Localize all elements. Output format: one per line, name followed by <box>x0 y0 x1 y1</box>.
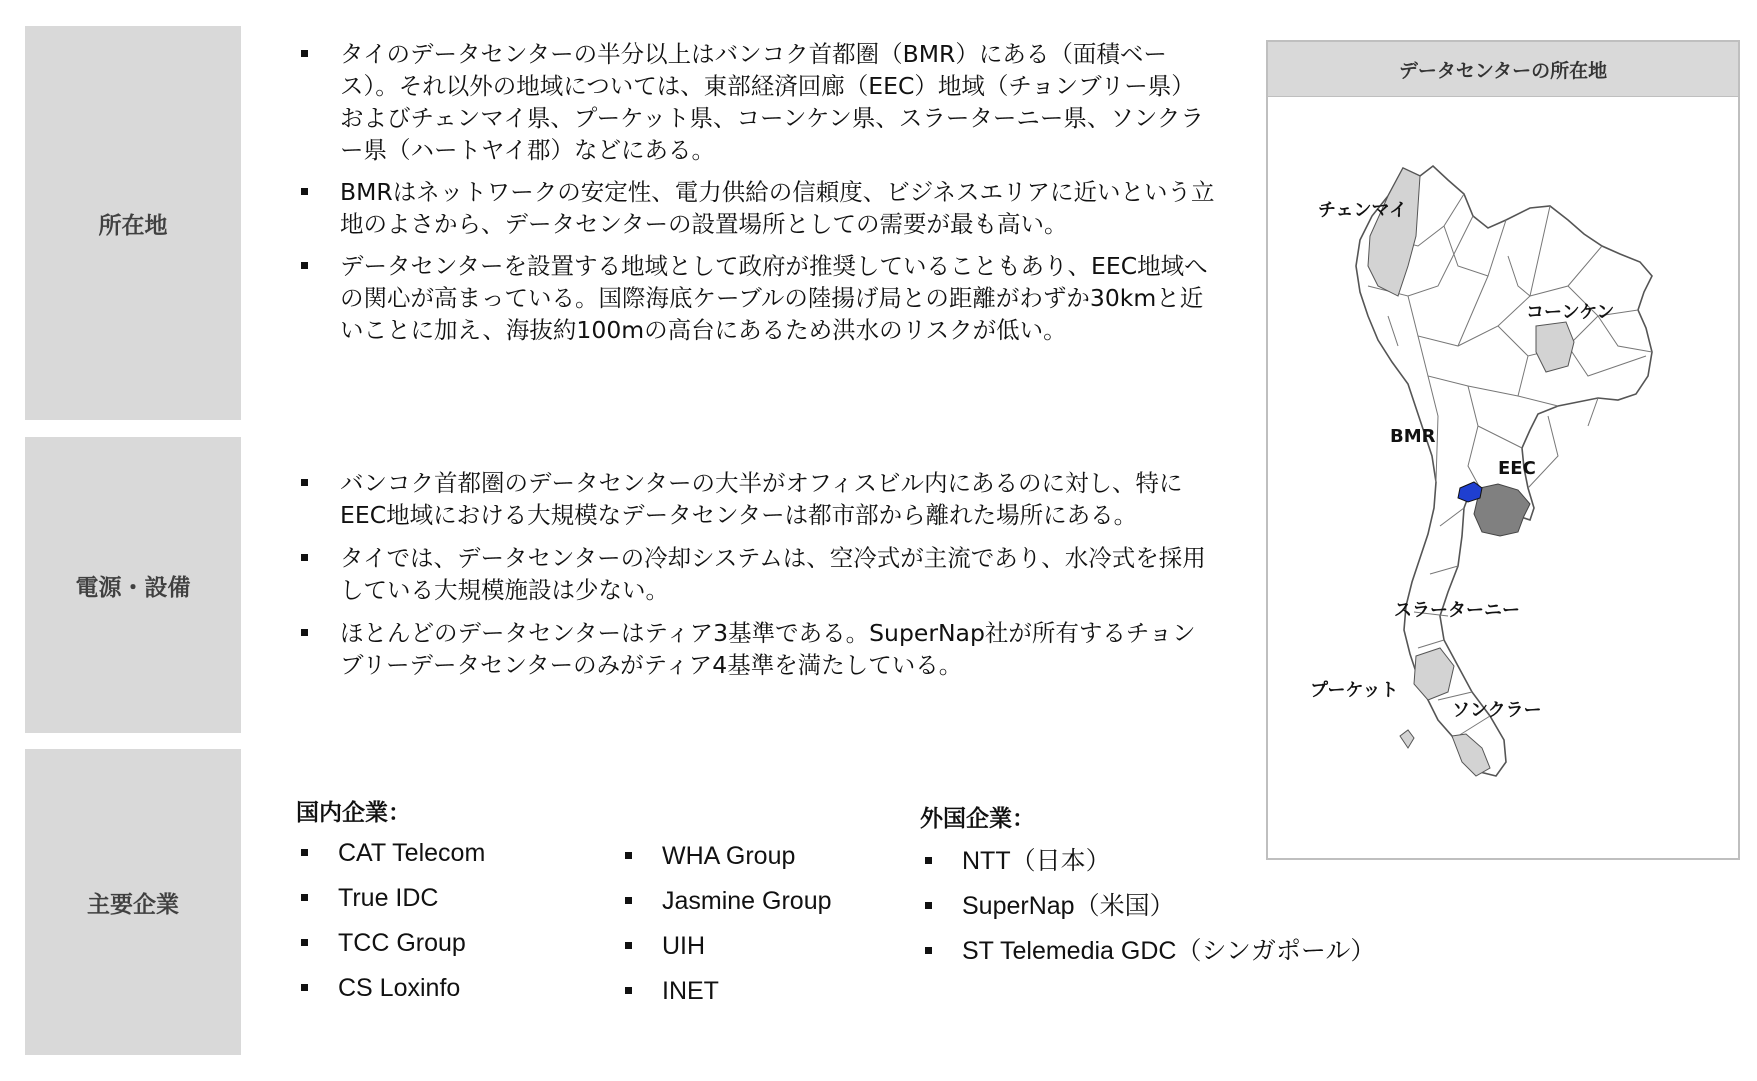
list-item: Jasmine Group <box>620 886 832 931</box>
list-item: CS Loxinfo <box>296 973 485 1018</box>
map-label-bmr: BMR <box>1390 426 1436 447</box>
list-item: ST Telemedia GDC（シンガポール） <box>920 936 1375 981</box>
map-title: データセンターの所在地 <box>1268 42 1738 97</box>
domestic-list-1 <box>296 838 485 1018</box>
domestic-heading: 国内企業： <box>296 800 411 826</box>
map-label-phuket: プーケット <box>1310 680 1399 701</box>
thailand-map <box>1268 96 1738 858</box>
list-item: BMRはネットワークの安定性、電力供給の信頼度、ビジネスエリアに近いという立地のよさから、データセンターの設置場所としての需要が最も高い。 <box>296 176 1216 240</box>
list-item: タイでは、データセンターの冷却システムは、空冷式が主流であり、水冷式を採用している大規模施設は少ない。 <box>296 542 1216 606</box>
domestic-list-2 <box>620 841 832 1021</box>
map-panel <box>1266 40 1740 860</box>
row-label-companies: 主要企業 <box>25 749 241 1055</box>
row-label-power: 電源・設備 <box>25 437 241 733</box>
list-item: ほとんどのデータセンターはティア3基準である。SuperNap社が所有するチョンブリーデータセンターのみがティア4基準を満たしている。 <box>296 617 1216 681</box>
list-item: TCC Group <box>296 928 485 973</box>
list-item: True IDC <box>296 883 485 928</box>
list-item: データセンターを設置する地域として政府が推奨していることもあり、EEC地域への関心が高まっている。国際海底ケーブルの陸揚げ局との距離がわずか30kmと近いことに加え、海抜約100mの高台にあるため洪水のリスクが低い。 <box>296 250 1216 346</box>
list-item: CAT Telecom <box>296 838 485 883</box>
list-item: バンコク首都圏のデータセンターの大半がオフィスビル内にあるのに対し、特にEEC地域における大規模なデータセンターは都市部から離れた場所にある。 <box>296 467 1216 531</box>
khonkaen-province <box>1536 322 1574 372</box>
list-item: INET <box>620 976 832 1021</box>
power-bullets <box>296 467 1216 692</box>
list-item: タイのデータセンターの半分以上はバンコク首都圏（BMR）にある（面積ベース）。それ以外の地域については、東部経済回廊（EEC）地域（チョンブリー県）およびチェンマイ県、プーケット県、コーンケン県、スラーターニー県、ソンクラー県（ハートヤイ郡）などにある。 <box>296 38 1216 166</box>
map-label-eec: EEC <box>1498 458 1536 479</box>
map-label-khonkaen: コーンケン <box>1526 302 1615 323</box>
list-item: WHA Group <box>620 841 832 886</box>
map-label-songkhla: ソンクラー <box>1452 700 1542 721</box>
map-label-chiangmai: チェンマイ <box>1318 200 1408 221</box>
phuket-province <box>1400 730 1414 748</box>
list-item: NTT（日本） <box>920 846 1375 891</box>
map-label-suratthani: スラーターニー <box>1394 600 1520 621</box>
row-label-location: 所在地 <box>25 26 241 420</box>
foreign-heading: 外国企業： <box>920 806 1035 832</box>
list-item: SuperNap（米国） <box>920 891 1375 936</box>
location-bullets <box>296 38 1216 356</box>
foreign-list <box>920 846 1375 981</box>
list-item: UIH <box>620 931 832 976</box>
